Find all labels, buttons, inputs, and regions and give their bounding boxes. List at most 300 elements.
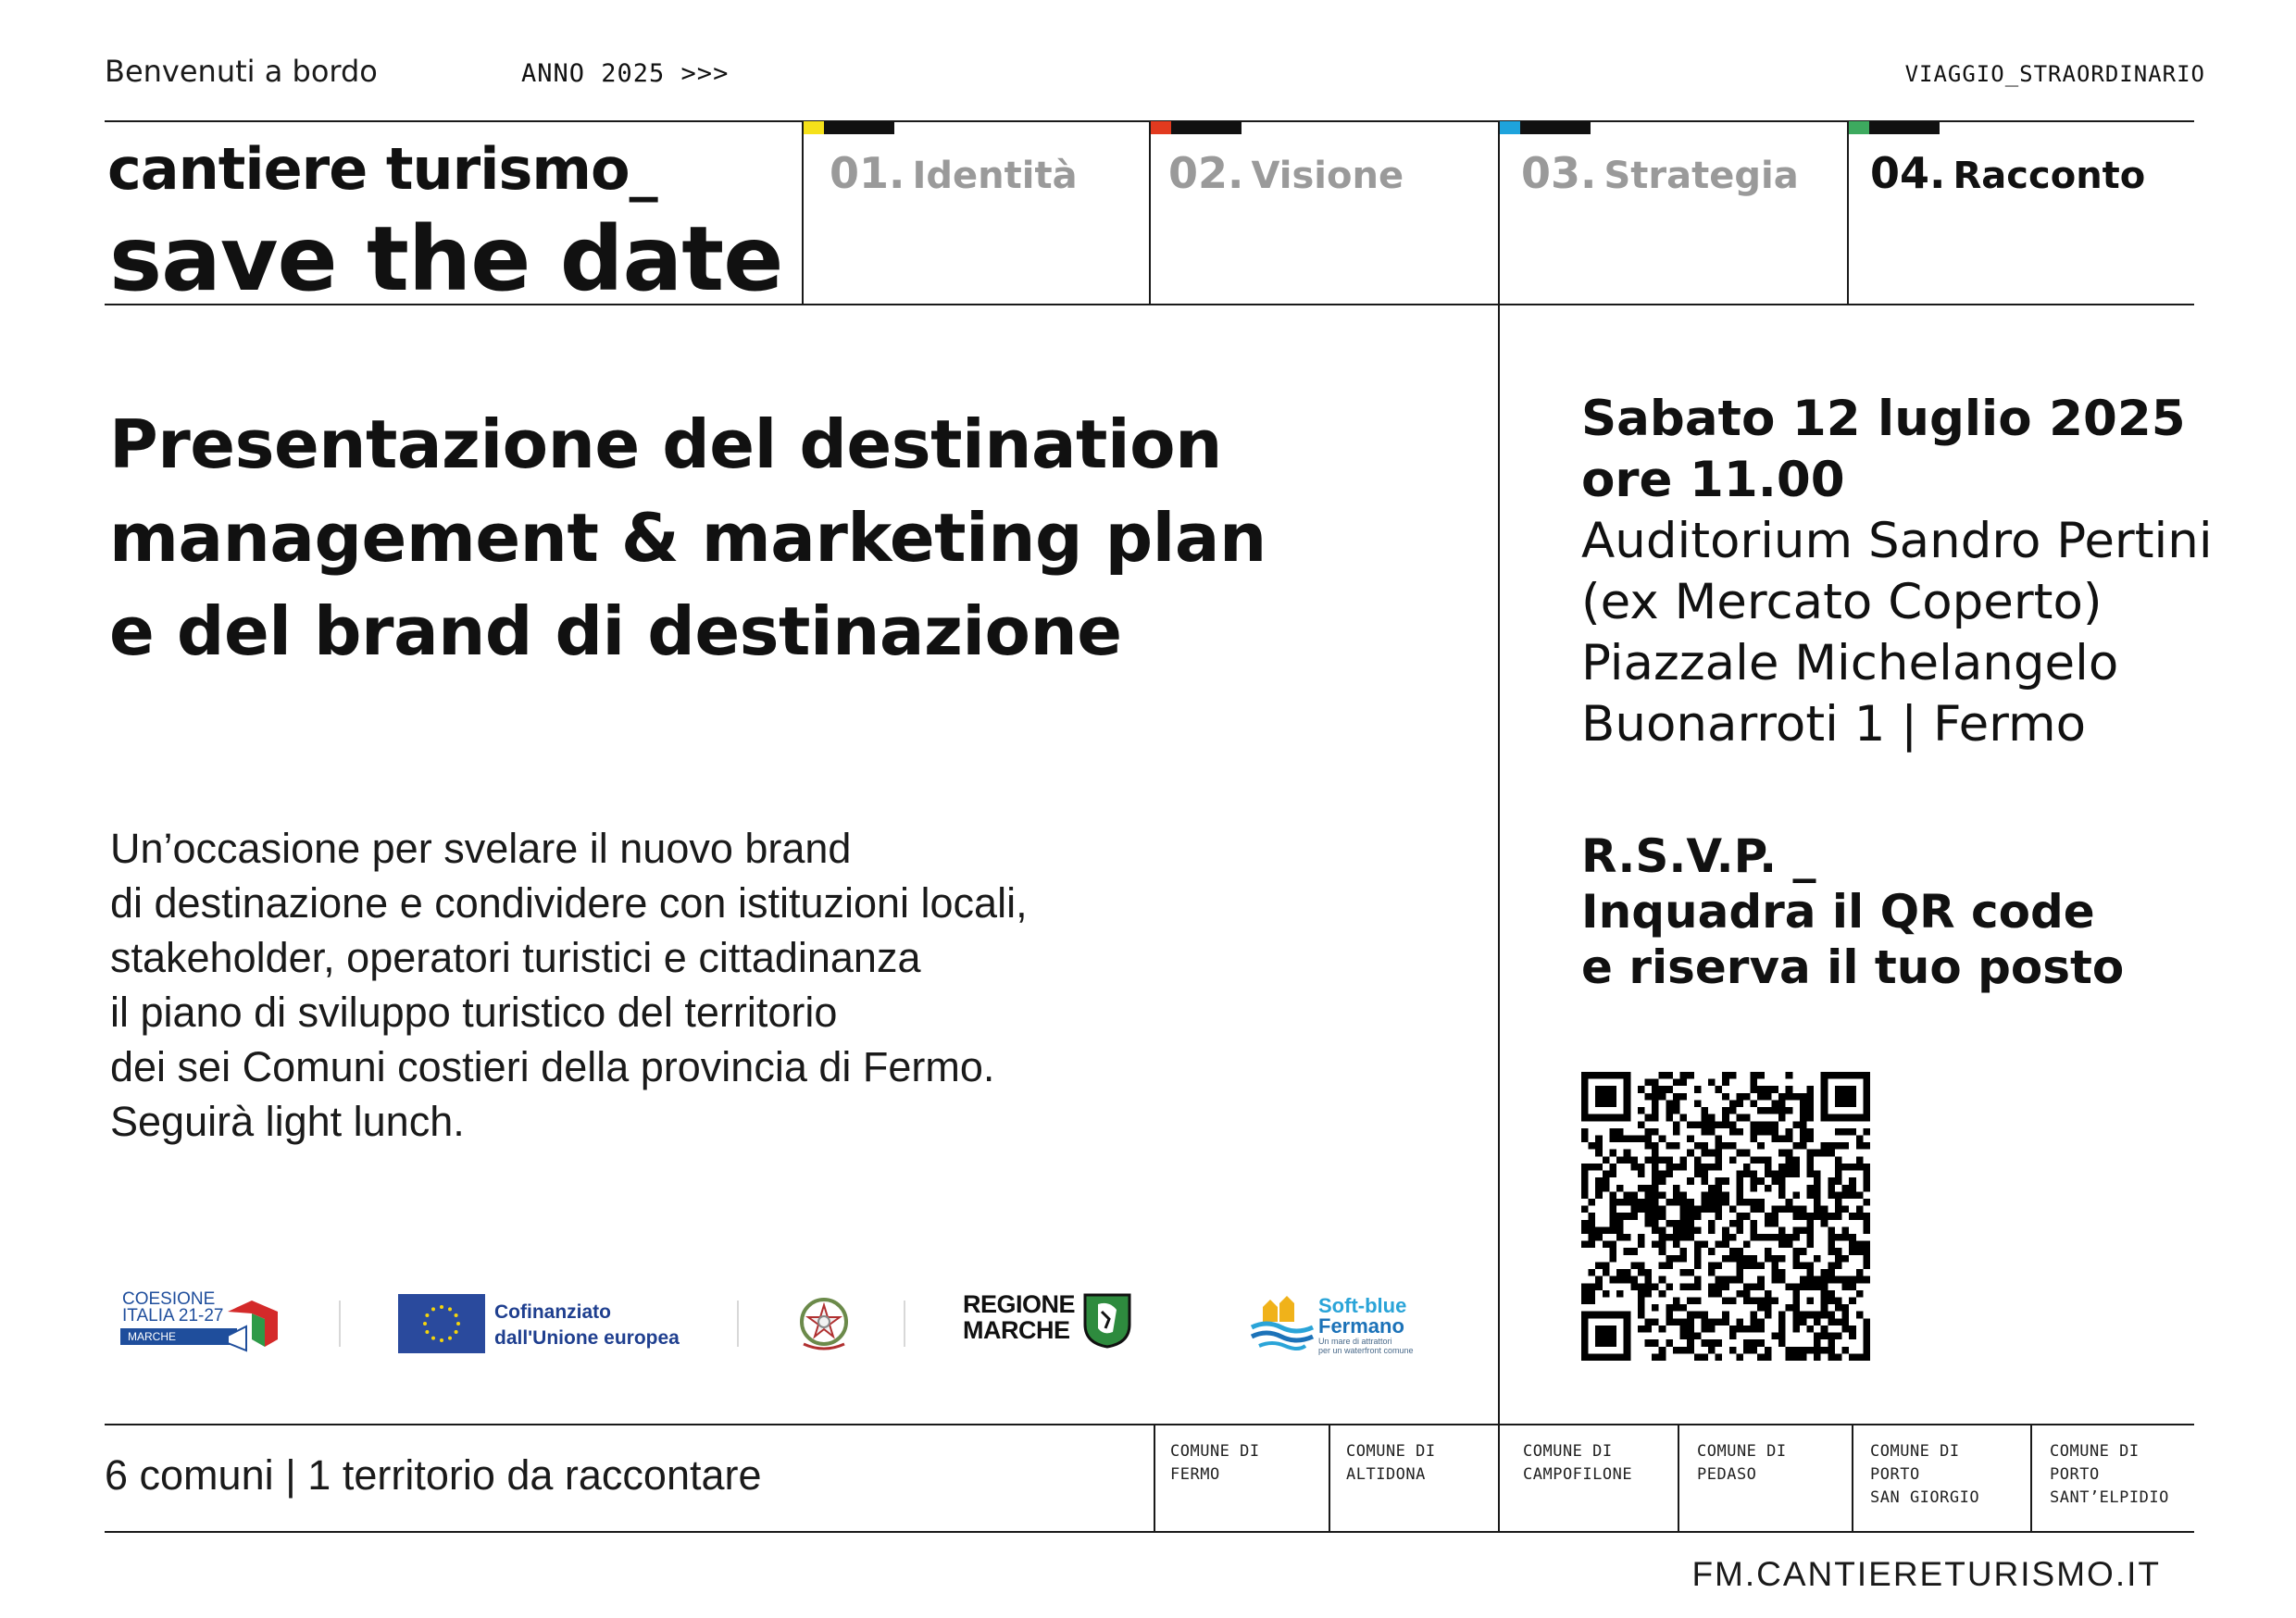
qr-module bbox=[1863, 1326, 1870, 1333]
tab-accent bbox=[1151, 121, 1171, 134]
qr-module bbox=[1603, 1114, 1610, 1122]
qr-module bbox=[1821, 1150, 1828, 1157]
qr-module bbox=[1652, 1114, 1659, 1122]
qr-module bbox=[1630, 1135, 1638, 1142]
qr-module bbox=[1652, 1353, 1659, 1361]
qr-module bbox=[1581, 1128, 1589, 1136]
rsvp-line: R.S.V.P. _ bbox=[1581, 829, 1816, 883]
qr-module bbox=[1722, 1255, 1729, 1263]
qr-module bbox=[1736, 1226, 1743, 1234]
tab-strategia[interactable] bbox=[1521, 148, 1799, 198]
qr-module bbox=[1624, 1191, 1631, 1199]
qr-module bbox=[1786, 1086, 1793, 1093]
qr-module bbox=[1751, 1234, 1758, 1241]
qr-module bbox=[1716, 1086, 1723, 1093]
qr-module bbox=[1708, 1185, 1716, 1192]
qr-module bbox=[1736, 1248, 1743, 1255]
qr-module bbox=[1771, 1135, 1778, 1142]
tab-visione[interactable] bbox=[1168, 148, 1404, 198]
qr-module bbox=[1644, 1269, 1652, 1276]
qr-module bbox=[1638, 1206, 1645, 1214]
qr-module bbox=[1835, 1100, 1842, 1107]
qr-module bbox=[1856, 1191, 1864, 1199]
qr-module bbox=[1835, 1304, 1842, 1312]
qr-module bbox=[1765, 1255, 1772, 1263]
qr-module bbox=[1687, 1150, 1694, 1157]
qr-module bbox=[1638, 1290, 1645, 1298]
qr-module bbox=[1807, 1276, 1815, 1284]
qr-module bbox=[1616, 1353, 1624, 1361]
comune-pedaso bbox=[1697, 1440, 1787, 1487]
comune-line: COMUNE DI bbox=[1170, 1442, 1260, 1461]
qr-module bbox=[1757, 1298, 1765, 1305]
qr-module bbox=[1694, 1262, 1702, 1269]
qr-module bbox=[1716, 1199, 1723, 1206]
qr-module bbox=[1659, 1093, 1666, 1101]
qr-module bbox=[1835, 1171, 1842, 1178]
qr-module bbox=[1659, 1353, 1666, 1361]
tab-racconto[interactable] bbox=[1870, 148, 2145, 198]
qr-module bbox=[1694, 1171, 1702, 1178]
qr-module bbox=[1603, 1156, 1610, 1164]
qr-module bbox=[1807, 1150, 1815, 1157]
qr-module bbox=[1800, 1283, 1807, 1290]
qr-module bbox=[1603, 1333, 1610, 1340]
qr-module bbox=[1609, 1353, 1616, 1361]
qr-module bbox=[1856, 1114, 1864, 1122]
qr-module bbox=[1863, 1333, 1870, 1340]
qr-module bbox=[1652, 1156, 1659, 1164]
qr-module bbox=[1638, 1241, 1645, 1249]
qr-module bbox=[1687, 1135, 1694, 1142]
qr-module bbox=[1722, 1191, 1729, 1199]
qr-module bbox=[1595, 1326, 1603, 1333]
qr-module bbox=[1828, 1185, 1835, 1192]
qr-module bbox=[1638, 1199, 1645, 1206]
qr-module bbox=[1701, 1318, 1708, 1326]
qr-module bbox=[1842, 1206, 1850, 1214]
qr-module bbox=[1716, 1241, 1723, 1249]
qr-module bbox=[1609, 1150, 1616, 1157]
qr-module bbox=[1765, 1347, 1772, 1354]
qr-module bbox=[1630, 1156, 1638, 1164]
qr-module bbox=[1680, 1255, 1688, 1263]
qr-module bbox=[1751, 1199, 1758, 1206]
qr-module bbox=[1609, 1226, 1616, 1234]
qr-module bbox=[1821, 1093, 1828, 1101]
qr-module bbox=[1581, 1298, 1589, 1305]
qr-module bbox=[1765, 1156, 1772, 1164]
qr-module bbox=[1638, 1262, 1645, 1269]
qr-module bbox=[1595, 1142, 1603, 1150]
qr-module bbox=[1694, 1164, 1702, 1171]
qr-module bbox=[1757, 1262, 1765, 1269]
qr-module bbox=[1673, 1093, 1680, 1101]
brand-subtitle: cantiere turismo_ bbox=[107, 135, 657, 203]
qr-module bbox=[1624, 1086, 1631, 1093]
qr-module bbox=[1821, 1290, 1828, 1298]
qr-module bbox=[1863, 1262, 1870, 1269]
qr-module bbox=[1807, 1107, 1815, 1114]
qr-module bbox=[1814, 1353, 1821, 1361]
qr-module bbox=[1673, 1220, 1680, 1227]
qr-module bbox=[1666, 1283, 1673, 1290]
qr-module bbox=[1716, 1135, 1723, 1142]
qr-module bbox=[1652, 1142, 1659, 1150]
qr-module bbox=[1644, 1114, 1652, 1122]
qr-module bbox=[1842, 1326, 1850, 1333]
qr-module bbox=[1616, 1213, 1624, 1220]
qr-module bbox=[1708, 1164, 1716, 1171]
comune-divider bbox=[1154, 1424, 1155, 1533]
qr-module bbox=[1687, 1333, 1694, 1340]
comune-campofilone bbox=[1523, 1440, 1632, 1487]
qr-module bbox=[1716, 1150, 1723, 1157]
qr-module bbox=[1652, 1318, 1659, 1326]
qr-module bbox=[1701, 1191, 1708, 1199]
qr-module bbox=[1652, 1206, 1659, 1214]
qr-module bbox=[1736, 1276, 1743, 1284]
qr-module bbox=[1765, 1128, 1772, 1136]
qr-module bbox=[1828, 1248, 1835, 1255]
qr-module bbox=[1644, 1290, 1652, 1298]
qr-module bbox=[1849, 1128, 1856, 1136]
qr-module bbox=[1778, 1333, 1786, 1340]
qr-module bbox=[1849, 1241, 1856, 1249]
qr-module bbox=[1673, 1128, 1680, 1136]
qr-module bbox=[1863, 1220, 1870, 1227]
qr-module bbox=[1743, 1326, 1751, 1333]
qr-module bbox=[1595, 1283, 1603, 1290]
qr-module bbox=[1814, 1199, 1821, 1206]
qr-module bbox=[1807, 1171, 1815, 1178]
qr-module bbox=[1673, 1199, 1680, 1206]
qr-module bbox=[1716, 1283, 1723, 1290]
qr-module bbox=[1792, 1226, 1800, 1234]
qr-module bbox=[1589, 1241, 1596, 1249]
qr-module bbox=[1680, 1304, 1688, 1312]
qr-module bbox=[1800, 1276, 1807, 1284]
qr-module bbox=[1616, 1226, 1624, 1234]
qr-module bbox=[1644, 1326, 1652, 1333]
qr-module bbox=[1771, 1269, 1778, 1276]
qr-module bbox=[1856, 1241, 1864, 1249]
qr-module bbox=[1729, 1234, 1737, 1241]
qr-module bbox=[1757, 1304, 1765, 1312]
qr-module bbox=[1666, 1114, 1673, 1122]
qr-module bbox=[1581, 1107, 1589, 1114]
qr-module bbox=[1778, 1164, 1786, 1171]
qr-module bbox=[1828, 1262, 1835, 1269]
qr-module bbox=[1856, 1135, 1864, 1142]
qr-module bbox=[1814, 1213, 1821, 1220]
qr-module bbox=[1701, 1326, 1708, 1333]
qr-module bbox=[1807, 1347, 1815, 1354]
qr-module bbox=[1863, 1241, 1870, 1249]
qr-module bbox=[1589, 1142, 1596, 1150]
qr-module bbox=[1666, 1072, 1673, 1079]
qr-module bbox=[1638, 1135, 1645, 1142]
qr-code[interactable] bbox=[1581, 1072, 1870, 1361]
qr-module bbox=[1644, 1128, 1652, 1136]
qr-module bbox=[1821, 1220, 1828, 1227]
qr-module bbox=[1828, 1298, 1835, 1305]
qr-module bbox=[1624, 1114, 1631, 1122]
qr-module bbox=[1792, 1191, 1800, 1199]
qr-module bbox=[1652, 1213, 1659, 1220]
qr-module bbox=[1609, 1326, 1616, 1333]
qr-module bbox=[1778, 1150, 1786, 1157]
qr-module bbox=[1638, 1185, 1645, 1192]
qr-module bbox=[1757, 1121, 1765, 1128]
qr-module bbox=[1701, 1171, 1708, 1178]
qr-module bbox=[1800, 1121, 1807, 1128]
qr-module bbox=[1673, 1142, 1680, 1150]
qr-module bbox=[1765, 1234, 1772, 1241]
qr-module bbox=[1687, 1318, 1694, 1326]
qr-module bbox=[1694, 1241, 1702, 1249]
qr-module bbox=[1673, 1304, 1680, 1312]
qr-module bbox=[1680, 1191, 1688, 1199]
qr-module bbox=[1849, 1191, 1856, 1199]
qr-module bbox=[1694, 1283, 1702, 1290]
qr-module bbox=[1778, 1100, 1786, 1107]
qr-module bbox=[1652, 1304, 1659, 1312]
qr-module bbox=[1842, 1226, 1850, 1234]
qr-module bbox=[1609, 1114, 1616, 1122]
qr-module bbox=[1729, 1255, 1737, 1263]
qr-module bbox=[1659, 1226, 1666, 1234]
qr-module bbox=[1778, 1234, 1786, 1241]
qr-module bbox=[1736, 1171, 1743, 1178]
qr-module bbox=[1666, 1199, 1673, 1206]
qr-module bbox=[1771, 1206, 1778, 1214]
qr-module bbox=[1849, 1114, 1856, 1122]
comune-line: COMUNE DI bbox=[1523, 1442, 1613, 1461]
website-link[interactable]: FM.CANTIERETURISMO.IT bbox=[1691, 1555, 2161, 1593]
qr-module bbox=[1757, 1276, 1765, 1284]
qr-module bbox=[1743, 1164, 1751, 1171]
qr-module bbox=[1687, 1177, 1694, 1185]
qr-module bbox=[1694, 1333, 1702, 1340]
qr-module bbox=[1609, 1093, 1616, 1101]
qr-module bbox=[1680, 1206, 1688, 1214]
qr-module bbox=[1722, 1276, 1729, 1284]
qr-module bbox=[1581, 1312, 1589, 1319]
qr-module bbox=[1821, 1107, 1828, 1114]
qr-module bbox=[1652, 1191, 1659, 1199]
qr-module bbox=[1687, 1283, 1694, 1290]
qr-module bbox=[1765, 1353, 1772, 1361]
qr-module bbox=[1814, 1283, 1821, 1290]
qr-module bbox=[1842, 1312, 1850, 1319]
qr-module bbox=[1581, 1339, 1589, 1347]
qr-module bbox=[1849, 1353, 1856, 1361]
qr-module bbox=[1786, 1072, 1793, 1079]
qr-module bbox=[1687, 1220, 1694, 1227]
qr-module bbox=[1821, 1114, 1828, 1122]
qr-module bbox=[1807, 1220, 1815, 1227]
softblue-text: Soft-blue bbox=[1318, 1294, 1407, 1317]
qr-module bbox=[1659, 1213, 1666, 1220]
qr-module bbox=[1751, 1100, 1758, 1107]
qr-module bbox=[1616, 1114, 1624, 1122]
qr-module bbox=[1807, 1086, 1815, 1093]
qr-module bbox=[1757, 1107, 1765, 1114]
qr-module bbox=[1581, 1164, 1589, 1171]
qr-module bbox=[1589, 1312, 1596, 1319]
qr-module bbox=[1807, 1326, 1815, 1333]
tab-indicator bbox=[1849, 121, 1940, 134]
qr-module bbox=[1736, 1185, 1743, 1192]
comune-divider bbox=[1678, 1424, 1679, 1533]
qr-module bbox=[1757, 1086, 1765, 1093]
qr-module bbox=[1765, 1213, 1772, 1220]
qr-module bbox=[1792, 1304, 1800, 1312]
qr-module bbox=[1624, 1312, 1631, 1319]
qr-module bbox=[1814, 1206, 1821, 1214]
qr-module bbox=[1786, 1156, 1793, 1164]
qr-module bbox=[1603, 1241, 1610, 1249]
qr-module bbox=[1828, 1339, 1835, 1347]
qr-module bbox=[1701, 1128, 1708, 1136]
qr-module bbox=[1659, 1072, 1666, 1079]
rsvp-line: e riserva il tuo posto bbox=[1581, 940, 2125, 994]
qr-module bbox=[1807, 1283, 1815, 1290]
comune-line: PEDASO bbox=[1697, 1465, 1757, 1484]
qr-module bbox=[1616, 1234, 1624, 1241]
qr-module bbox=[1673, 1347, 1680, 1354]
qr-module bbox=[1722, 1312, 1729, 1319]
qr-module bbox=[1835, 1086, 1842, 1093]
logo-separator bbox=[339, 1301, 341, 1347]
description-line: di destinazione e condividere con istituzioni locali, bbox=[110, 879, 1028, 927]
qr-module bbox=[1800, 1142, 1807, 1150]
italian-republic-emblem-icon bbox=[796, 1292, 852, 1353]
qr-module bbox=[1807, 1269, 1815, 1276]
qr-module bbox=[1729, 1276, 1737, 1284]
qr-module bbox=[1644, 1135, 1652, 1142]
qr-module bbox=[1680, 1093, 1688, 1101]
qr-module bbox=[1722, 1142, 1729, 1150]
qr-module bbox=[1609, 1191, 1616, 1199]
qr-module bbox=[1581, 1290, 1589, 1298]
qr-module bbox=[1835, 1206, 1842, 1214]
qr-module bbox=[1666, 1262, 1673, 1269]
qr-module bbox=[1849, 1283, 1856, 1290]
qr-module bbox=[1659, 1086, 1666, 1093]
qr-module bbox=[1708, 1226, 1716, 1234]
qr-module bbox=[1751, 1128, 1758, 1136]
qr-module bbox=[1630, 1191, 1638, 1199]
comune-line: ALTIDONA bbox=[1346, 1465, 1426, 1484]
qr-module bbox=[1842, 1072, 1850, 1079]
qr-module bbox=[1652, 1100, 1659, 1107]
qr-module bbox=[1792, 1347, 1800, 1354]
qr-module bbox=[1828, 1333, 1835, 1340]
qr-module bbox=[1666, 1164, 1673, 1171]
qr-module bbox=[1603, 1100, 1610, 1107]
qr-module bbox=[1792, 1206, 1800, 1214]
soft-blue-fermano-logo bbox=[1318, 1296, 1414, 1355]
qr-module bbox=[1729, 1128, 1737, 1136]
qr-module bbox=[1581, 1114, 1589, 1122]
qr-module bbox=[1673, 1185, 1680, 1192]
qr-module bbox=[1778, 1185, 1786, 1192]
qr-module bbox=[1828, 1269, 1835, 1276]
qr-module bbox=[1786, 1206, 1793, 1214]
qr-module bbox=[1792, 1142, 1800, 1150]
description-line: dei sei Comuni costieri della provincia di Fermo. bbox=[110, 1043, 995, 1090]
qr-module bbox=[1863, 1177, 1870, 1185]
qr-module bbox=[1771, 1298, 1778, 1305]
qr-module bbox=[1624, 1234, 1631, 1241]
qr-module bbox=[1849, 1248, 1856, 1255]
qr-module bbox=[1743, 1199, 1751, 1206]
description-line: Seguirà light lunch. bbox=[110, 1098, 465, 1145]
qr-module bbox=[1849, 1072, 1856, 1079]
qr-module bbox=[1708, 1339, 1716, 1347]
qr-module bbox=[1792, 1234, 1800, 1241]
qr-module bbox=[1807, 1135, 1815, 1142]
qr-module bbox=[1800, 1135, 1807, 1142]
qr-module bbox=[1821, 1142, 1828, 1150]
qr-module bbox=[1856, 1156, 1864, 1164]
qr-module bbox=[1792, 1213, 1800, 1220]
qr-module bbox=[1842, 1276, 1850, 1284]
qr-module bbox=[1842, 1191, 1850, 1199]
qr-module bbox=[1835, 1199, 1842, 1206]
qr-module bbox=[1581, 1283, 1589, 1290]
qr-module bbox=[1595, 1164, 1603, 1171]
qr-module bbox=[1863, 1255, 1870, 1263]
qr-module bbox=[1828, 1114, 1835, 1122]
qr-module bbox=[1807, 1191, 1815, 1199]
qr-module bbox=[1624, 1318, 1631, 1326]
rsvp-line: Inquadra il QR code bbox=[1581, 885, 2095, 939]
qr-module bbox=[1716, 1177, 1723, 1185]
qr-module bbox=[1800, 1318, 1807, 1326]
qr-module bbox=[1849, 1177, 1856, 1185]
venue-line: Buonarroti 1 | Fermo bbox=[1581, 696, 2087, 753]
qr-module bbox=[1849, 1185, 1856, 1192]
qr-module bbox=[1680, 1347, 1688, 1354]
qr-module bbox=[1581, 1079, 1589, 1087]
qr-module bbox=[1708, 1199, 1716, 1206]
qr-module bbox=[1659, 1290, 1666, 1298]
tab-identita[interactable] bbox=[830, 148, 1078, 198]
qr-module bbox=[1694, 1156, 1702, 1164]
description-line: stakeholder, operatori turistici e cittadinanza bbox=[110, 934, 921, 981]
qr-module bbox=[1849, 1234, 1856, 1241]
qr-module bbox=[1603, 1093, 1610, 1101]
qr-module bbox=[1701, 1107, 1708, 1114]
qr-module bbox=[1856, 1142, 1864, 1150]
qr-module bbox=[1786, 1164, 1793, 1171]
qr-module bbox=[1778, 1206, 1786, 1214]
qr-module bbox=[1835, 1255, 1842, 1263]
qr-module bbox=[1589, 1213, 1596, 1220]
qr-module bbox=[1757, 1093, 1765, 1101]
comune-divider bbox=[1329, 1424, 1330, 1533]
qr-module bbox=[1666, 1142, 1673, 1150]
qr-module bbox=[1863, 1347, 1870, 1354]
qr-module bbox=[1828, 1072, 1835, 1079]
qr-module bbox=[1624, 1079, 1631, 1087]
qr-module bbox=[1644, 1079, 1652, 1087]
qr-module bbox=[1687, 1269, 1694, 1276]
qr-module bbox=[1736, 1100, 1743, 1107]
